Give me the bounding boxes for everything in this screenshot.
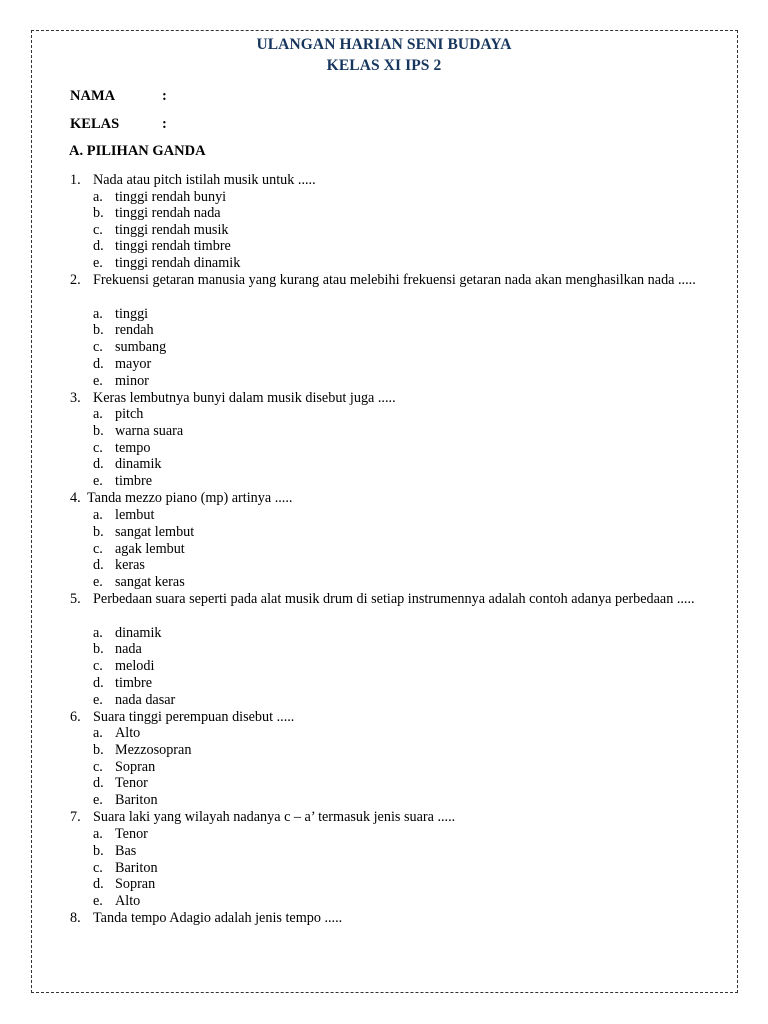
option-text: melodi (115, 658, 155, 674)
option-1b (93, 205, 221, 222)
option-7b (93, 843, 136, 860)
question-number: 6. (70, 709, 81, 725)
option-letter: d. (93, 775, 104, 791)
option-letter: d. (93, 356, 104, 372)
question-number: 5. (70, 591, 81, 607)
option-2c (93, 339, 166, 356)
option-text: tinggi rendah musik (115, 222, 229, 238)
option-text: dinamik (115, 456, 162, 472)
option-4a (93, 507, 154, 524)
option-text: Alto (115, 893, 141, 909)
option-4c (93, 541, 185, 558)
option-text: Bariton (115, 860, 158, 876)
option-letter: c. (93, 541, 103, 557)
option-letter: c. (93, 222, 103, 238)
option-text: Bariton (115, 792, 158, 808)
option-text: sangat lembut (115, 524, 195, 540)
option-text: Alto (115, 725, 141, 741)
option-2b (93, 322, 154, 339)
question-number: 7. (70, 809, 81, 825)
option-text: Sopran (115, 759, 156, 775)
option-text: tinggi rendah timbre (115, 238, 231, 254)
question-stem: Nada atau pitch istilah musik untuk ..... (93, 172, 316, 188)
question-stem: Perbedaan suara seperti pada alat musik drum di setiap instrumennya adalah contoh adanya perbedaan ..... (93, 591, 695, 607)
option-4d (93, 557, 145, 574)
option-text: Bas (115, 843, 137, 859)
option-letter: b. (93, 322, 104, 338)
option-text: Sopran (115, 876, 156, 892)
option-letter: b. (93, 205, 104, 221)
option-text: Tenor (115, 826, 148, 842)
name-label: NAMA (70, 88, 116, 104)
class-colon: : (162, 116, 167, 132)
option-5a (93, 625, 162, 642)
option-letter: e. (93, 792, 103, 808)
exam-title: ULANGAN HARIAN SENI BUDAYA (256, 36, 512, 53)
option-letter: d. (93, 238, 104, 254)
option-6a (93, 725, 140, 742)
option-text: pitch (115, 406, 144, 422)
option-text: Mezzosopran (115, 742, 192, 758)
option-3c (93, 440, 150, 457)
option-3e (93, 473, 152, 490)
option-7a (93, 826, 148, 843)
option-letter: d. (93, 675, 104, 691)
option-letter: b. (93, 423, 104, 439)
option-6d (93, 775, 148, 792)
option-5e (93, 692, 175, 709)
option-3d (93, 456, 162, 473)
option-5c (93, 658, 154, 675)
name-colon: : (162, 88, 167, 104)
option-letter: b. (93, 524, 104, 540)
option-letter: a. (93, 725, 103, 741)
option-letter: e. (93, 373, 103, 389)
option-5b (93, 641, 142, 658)
option-letter: e. (93, 692, 103, 708)
question-number: 1. (70, 172, 81, 188)
option-6e (93, 792, 158, 809)
option-text: sangat keras (115, 574, 185, 590)
option-text: tinggi rendah bunyi (115, 189, 227, 205)
option-text: Tenor (115, 775, 148, 791)
option-7d (93, 876, 155, 893)
option-4b (93, 524, 194, 541)
option-letter: a. (93, 406, 103, 422)
question-number: 3. (70, 390, 81, 406)
question-stem: Frekuensi getaran manusia yang kurang atau melebihi frekuensi getaran nada akan menghasilkan nada ..... (93, 272, 696, 288)
option-6b (93, 742, 191, 759)
option-6c (93, 759, 155, 776)
option-3b (93, 423, 183, 440)
option-letter: a. (93, 189, 103, 205)
question-stem: Suara laki yang wilayah nadanya c – a’ termasuk jenis suara ..... (93, 809, 456, 825)
option-1e (93, 255, 240, 272)
option-text: nada (115, 641, 142, 657)
option-letter: a. (93, 306, 103, 322)
option-text: nada dasar (115, 692, 176, 708)
option-letter: c. (93, 440, 103, 456)
question-number: 8. (70, 910, 81, 926)
option-1d (93, 238, 231, 255)
option-letter: d. (93, 876, 104, 892)
option-4e (93, 574, 185, 591)
option-letter: d. (93, 456, 104, 472)
section-title: A. PILIHAN GANDA (69, 143, 206, 159)
option-letter: c. (93, 339, 103, 355)
option-letter: a. (93, 507, 103, 523)
option-1c (93, 222, 229, 239)
question-number: 4. (70, 490, 81, 506)
option-text: agak lembut (115, 541, 185, 557)
option-2d (93, 356, 151, 373)
question-number: 2. (70, 272, 81, 288)
option-5d (93, 675, 152, 692)
option-letter: d. (93, 557, 104, 573)
option-letter: a. (93, 826, 103, 842)
question-stem: Keras lembutnya bunyi dalam musik disebut juga ..... (93, 390, 396, 406)
option-letter: c. (93, 860, 103, 876)
option-7e (93, 893, 140, 910)
option-text: mayor (115, 356, 152, 372)
option-letter: e. (93, 473, 103, 489)
option-letter: e. (93, 255, 103, 271)
question-stem: Tanda mezzo piano (mp) artinya ..... (87, 490, 293, 506)
option-text: tinggi (115, 306, 149, 322)
option-text: sumbang (115, 339, 167, 355)
option-letter: b. (93, 641, 104, 657)
option-2e (93, 373, 149, 390)
class-label: KELAS (70, 116, 120, 132)
option-text: timbre (115, 473, 153, 489)
option-letter: e. (93, 893, 103, 909)
option-letter: c. (93, 759, 103, 775)
option-text: keras (115, 557, 145, 573)
option-text: lembut (115, 507, 155, 523)
option-text: tinggi rendah nada (115, 205, 221, 221)
option-text: timbre (115, 675, 153, 691)
option-letter: a. (93, 625, 103, 641)
option-letter: b. (93, 843, 104, 859)
option-letter: c. (93, 658, 103, 674)
option-text: warna suara (115, 423, 184, 439)
option-text: tempo (115, 440, 151, 456)
option-3a (93, 406, 143, 423)
option-7c (93, 860, 158, 877)
option-text: tinggi rendah dinamik (115, 255, 241, 271)
option-2a (93, 306, 148, 323)
option-letter: e. (93, 574, 103, 590)
class-field (70, 116, 167, 133)
option-1a (93, 189, 226, 206)
question-stem: Tanda tempo Adagio adalah jenis tempo ..... (93, 910, 343, 926)
option-text: dinamik (115, 625, 162, 641)
option-text: rendah (115, 322, 154, 338)
question-stem: Suara tinggi perempuan disebut ..... (93, 709, 295, 725)
option-text: minor (115, 373, 149, 389)
name-field (70, 88, 167, 105)
option-letter: b. (93, 742, 104, 758)
class-title: KELAS XI IPS 2 (326, 57, 442, 74)
